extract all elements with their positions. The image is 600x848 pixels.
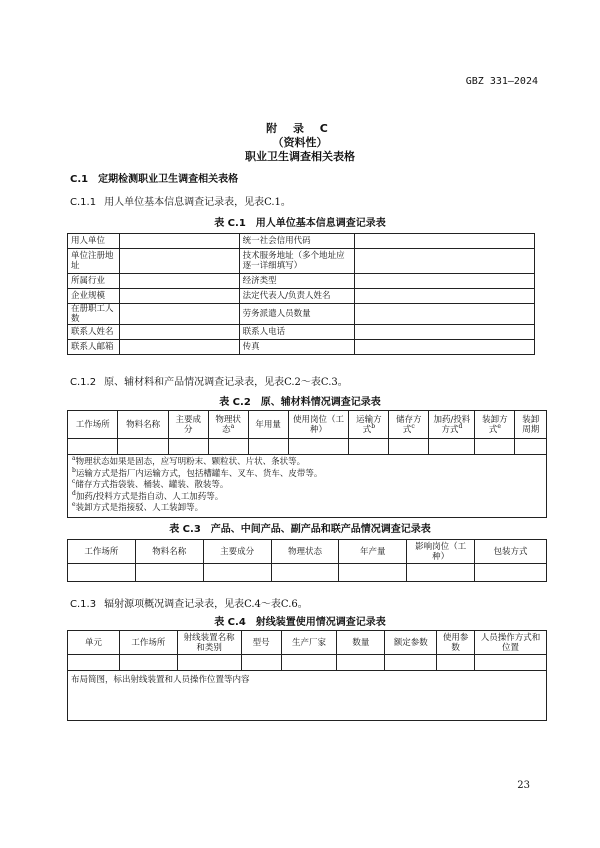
cell [119,234,239,249]
cell [119,249,239,274]
table-row [68,234,535,249]
table-row [68,274,535,289]
table-c3 [67,539,547,582]
standard-number: GBZ 331—2024 [465,76,538,87]
table-c2-caption: 表 C.2 原、辅材料情况调查记录表 [219,397,381,408]
section-number: C.1 [70,174,89,185]
column-header: 物料名称 [135,540,203,564]
cell: 企业规模 [68,289,120,304]
cell [119,289,239,304]
paragraph-c13 [70,595,308,610]
column-header: 工作场所 [119,631,177,655]
column-header: 加药/投料方式$^d$ [429,411,475,439]
column-header: 数量 [337,631,385,655]
table-header-row [68,631,547,655]
column-header: 单元 [68,631,120,655]
cell: 技术服务地址（多个地址应逐一详细填写） [239,249,355,274]
table-c2 [67,410,547,518]
column-header: 包装方式 [475,540,547,564]
column-header: 装卸周期 [515,411,547,439]
section-title: 定期检测职业卫生调查相关表格 [98,174,239,185]
cell [355,289,535,304]
cell: 统一社会信用代码 [239,234,355,249]
column-header: 装卸方式$^e$ [475,411,515,439]
column-header: 型号 [241,631,281,655]
table-header-row [68,411,547,439]
paragraph-c11 [70,193,291,208]
column-header: 运输方式$^b$ [349,411,389,439]
table-row [68,340,535,355]
appendix-type: （资料性） [272,136,328,149]
cell [119,340,239,355]
table-header-row [68,540,547,564]
column-header: 工作场所 [68,411,118,439]
table-c4-caption: 表 C.4 射线装置使用情况调查记录表 [214,617,386,628]
column-header: 生产厂家 [281,631,337,655]
footnote: $^a$物理状态如果是固态，应写明粉末、颗粒状、片状、条状等。 [72,455,306,467]
column-header: 使用岗位（工种） [288,411,349,439]
column-header: 射线装置名称和类别 [177,631,241,655]
cell: 法定代表人/负责人姓名 [239,289,355,304]
column-header: 年用量 [248,411,288,439]
column-header: 工作场所 [68,540,136,564]
cell [355,249,535,274]
paragraph-text: 用人单位基本信息调查记录表，见表C.1。 [104,197,291,208]
page-number: 23 [517,780,530,791]
cell: 经济类型 [239,274,355,289]
cell: 联系人邮箱 [68,340,120,355]
paragraph-c12 [70,373,348,388]
table-row [68,564,547,582]
paragraph-number: C.1.1 [70,197,97,208]
cell: 劳务派遣人员数量 [239,304,355,325]
cell [119,274,239,289]
table-c4 [67,630,547,721]
cell: 在册职工人数 [68,304,120,325]
column-header: 物料名称 [118,411,168,439]
cell: 所属行业 [68,274,120,289]
paragraph-number: C.1.2 [70,377,97,388]
table-row [68,304,535,325]
table-notes [68,455,547,518]
paragraph-number: C.1.3 [70,599,97,610]
table-row [68,655,547,671]
column-header: 人员操作方式和位置 [475,631,547,655]
table-row [68,325,535,340]
column-header: 额定参数 [385,631,437,655]
cell [119,325,239,340]
column-header: 年产量 [339,540,407,564]
cell [355,340,535,355]
cell: 联系人电话 [239,325,355,340]
column-header: 主要成分 [168,411,208,439]
appendix-title: 职业卫生调查相关表格 [245,150,355,163]
column-header: 使用参数 [437,631,475,655]
appendix-label: 附 录 C [266,122,334,135]
footnote: $^e$装卸方式是指接驳、人工装卸等。 [72,501,204,513]
column-header: 物理状态 [271,540,339,564]
cell: 传真 [239,340,355,355]
cell: 联系人姓名 [68,325,120,340]
cell [355,274,535,289]
cell [355,234,535,249]
cell [355,304,535,325]
table-row [68,249,535,274]
column-header: 物理状态$^a$ [208,411,248,439]
table-row [68,289,535,304]
paragraph-text: 辐射源项概况调查记录表，见表C.4～表C.6。 [104,599,308,610]
layout-sketch-row [68,671,547,721]
table-c1 [67,233,535,355]
column-header: 储存方式$^c$ [389,411,429,439]
footnote: $^b$运输方式是指厂内运输方式，包括槽罐车、叉车、货车、皮带等。 [72,466,323,479]
cell [355,325,535,340]
cell: 单位注册地址 [68,249,120,274]
table-c1-caption: 表 C.1 用人单位基本信息调查记录表 [214,218,386,229]
cell [119,304,239,325]
cell: 用人单位 [68,234,120,249]
table-row [68,439,547,455]
section-heading [70,170,238,185]
column-header: 主要成分 [203,540,271,564]
layout-sketch-note: 布局简图，标出射线装置和人员操作位置等内容 [68,671,547,721]
footnote: $^d$加药/投料方式是指自动、人工加药等。 [72,489,224,502]
table-c3-caption: 表 C.3 产品、中间产品、副产品和联产品情况调查记录表 [169,524,431,535]
column-header: 影响岗位（工种） [407,540,475,564]
paragraph-text: 原、辅材料和产品情况调查记录表，见表C.2～表C.3。 [104,377,348,388]
footnote: $^c$储存方式指袋装、桶装、罐装、散装等。 [72,478,229,490]
